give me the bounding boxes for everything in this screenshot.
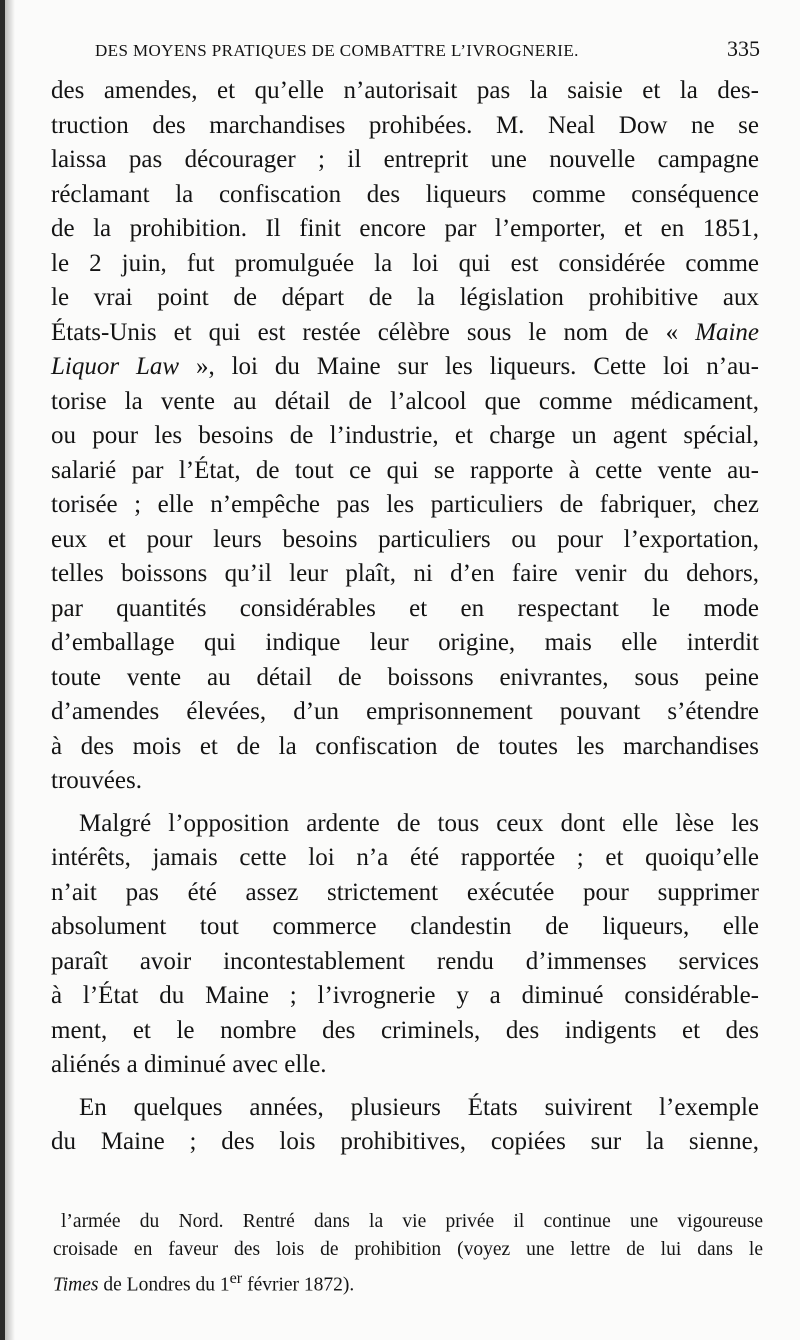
text-line: du Maine ; des lois prohibitives, copiées sur la sienne,	[51, 1128, 759, 1155]
text-line: Liquor Law », loi du Maine sur les liqueurs. Cette loi n’au-	[51, 353, 759, 380]
text-line: torisée ; elle n’empêche pas les particuliers de fabriquer, chez	[51, 491, 759, 518]
text-line: à l’État du Maine ; l’ivrognerie y a diminué considérable-	[51, 982, 759, 1009]
text-line: trouvées.	[51, 767, 142, 794]
running-head-title: DES MOYENS PRATIQUES DE COMBATTRE L’IVROGNERIE.	[95, 41, 579, 60]
text-line: par quantités considérables et en respectant le mode	[51, 594, 759, 622]
text-line: ment, et le nombre des criminels, des indigents et des	[51, 1016, 759, 1044]
paragraph-1	[51, 74, 759, 799]
footnote	[53, 1208, 763, 1296]
text-line: ou pour les besoins de l’industrie, et charge un agent spécial,	[51, 422, 759, 449]
text-line: paraît avoir incontestablement rendu d’immenses services	[51, 947, 759, 975]
footnote-line: croisade en faveur des lois de prohibition (voyez une lettre de lui dans le	[53, 1239, 763, 1260]
text-line: n’ait pas été assez strictement exécutée pour supprimer	[51, 878, 759, 906]
text-line: laissa pas décourager ; il entreprit une nouvelle campagne	[51, 146, 759, 173]
text-line: toute vente au détail de boissons enivrantes, sous peine	[51, 663, 759, 691]
text-line: le vrai point de départ de la législation prohibitive aux	[51, 284, 759, 311]
text-line: le 2 juin, fut promulguée la loi qui est considérée comme	[51, 249, 759, 277]
text-line: des amendes, et qu’elle n’autorisait pas la saisie et la des-	[51, 77, 759, 104]
text-line: Malgré l’opposition ardente de tous ceux dont elle lèse les	[79, 809, 759, 837]
text-line: torise la vente au détail de l’alcool que comme médicament,	[51, 387, 759, 415]
page-number: 335	[727, 36, 760, 61]
paragraph-2	[51, 807, 759, 1083]
newspaper-title: Times	[53, 1274, 99, 1296]
paragraph-3	[51, 1091, 759, 1160]
text-line: salarié par l’État, de tout ce qui se rapporte à cette vente au-	[51, 456, 759, 484]
text-line: telles boissons qu’il leur plaît, ni d’en faire venir du dehors,	[51, 560, 759, 587]
text-line: à des mois et de la confiscation de toutes les marchandises	[51, 732, 759, 760]
text-line: eux et pour leurs besoins particuliers ou pour l’exportation,	[51, 525, 759, 553]
running-head	[95, 36, 760, 62]
text-line: États-Unis et qui est restée célèbre sous le nom de « Maine	[51, 318, 759, 346]
footnote-line: l’armée du Nord. Rentré dans la vie privée il continue une vigoureuse	[61, 1211, 763, 1232]
footnote-line: Times de Londres du 1er février 1872).	[53, 1269, 355, 1296]
text-line: d’amendes élevées, d’un emprisonnement pouvant s’étendre	[51, 698, 759, 725]
text-line: aliénés a diminué avec elle.	[51, 1051, 327, 1078]
text-line: de la prohibition. Il finit encore par l’emporter, et en 1851,	[51, 215, 759, 242]
body-text	[51, 74, 759, 1160]
text-line: absolument tout commerce clandestin de liqueurs, elle	[51, 913, 759, 940]
text-line: réclamant la confiscation des liqueurs comme conséquence	[51, 180, 759, 208]
text-line: d’emballage qui indique leur origine, mais elle interdit	[51, 629, 759, 656]
text-line: En quelques années, plusieurs États suivirent l’exemple	[79, 1093, 759, 1121]
text-line: truction des marchandises prohibées. M. Neal Dow ne se	[51, 111, 759, 139]
text-line: intérêts, jamais cette loi n’a été rapportée ; et quoiqu’elle	[51, 844, 759, 871]
